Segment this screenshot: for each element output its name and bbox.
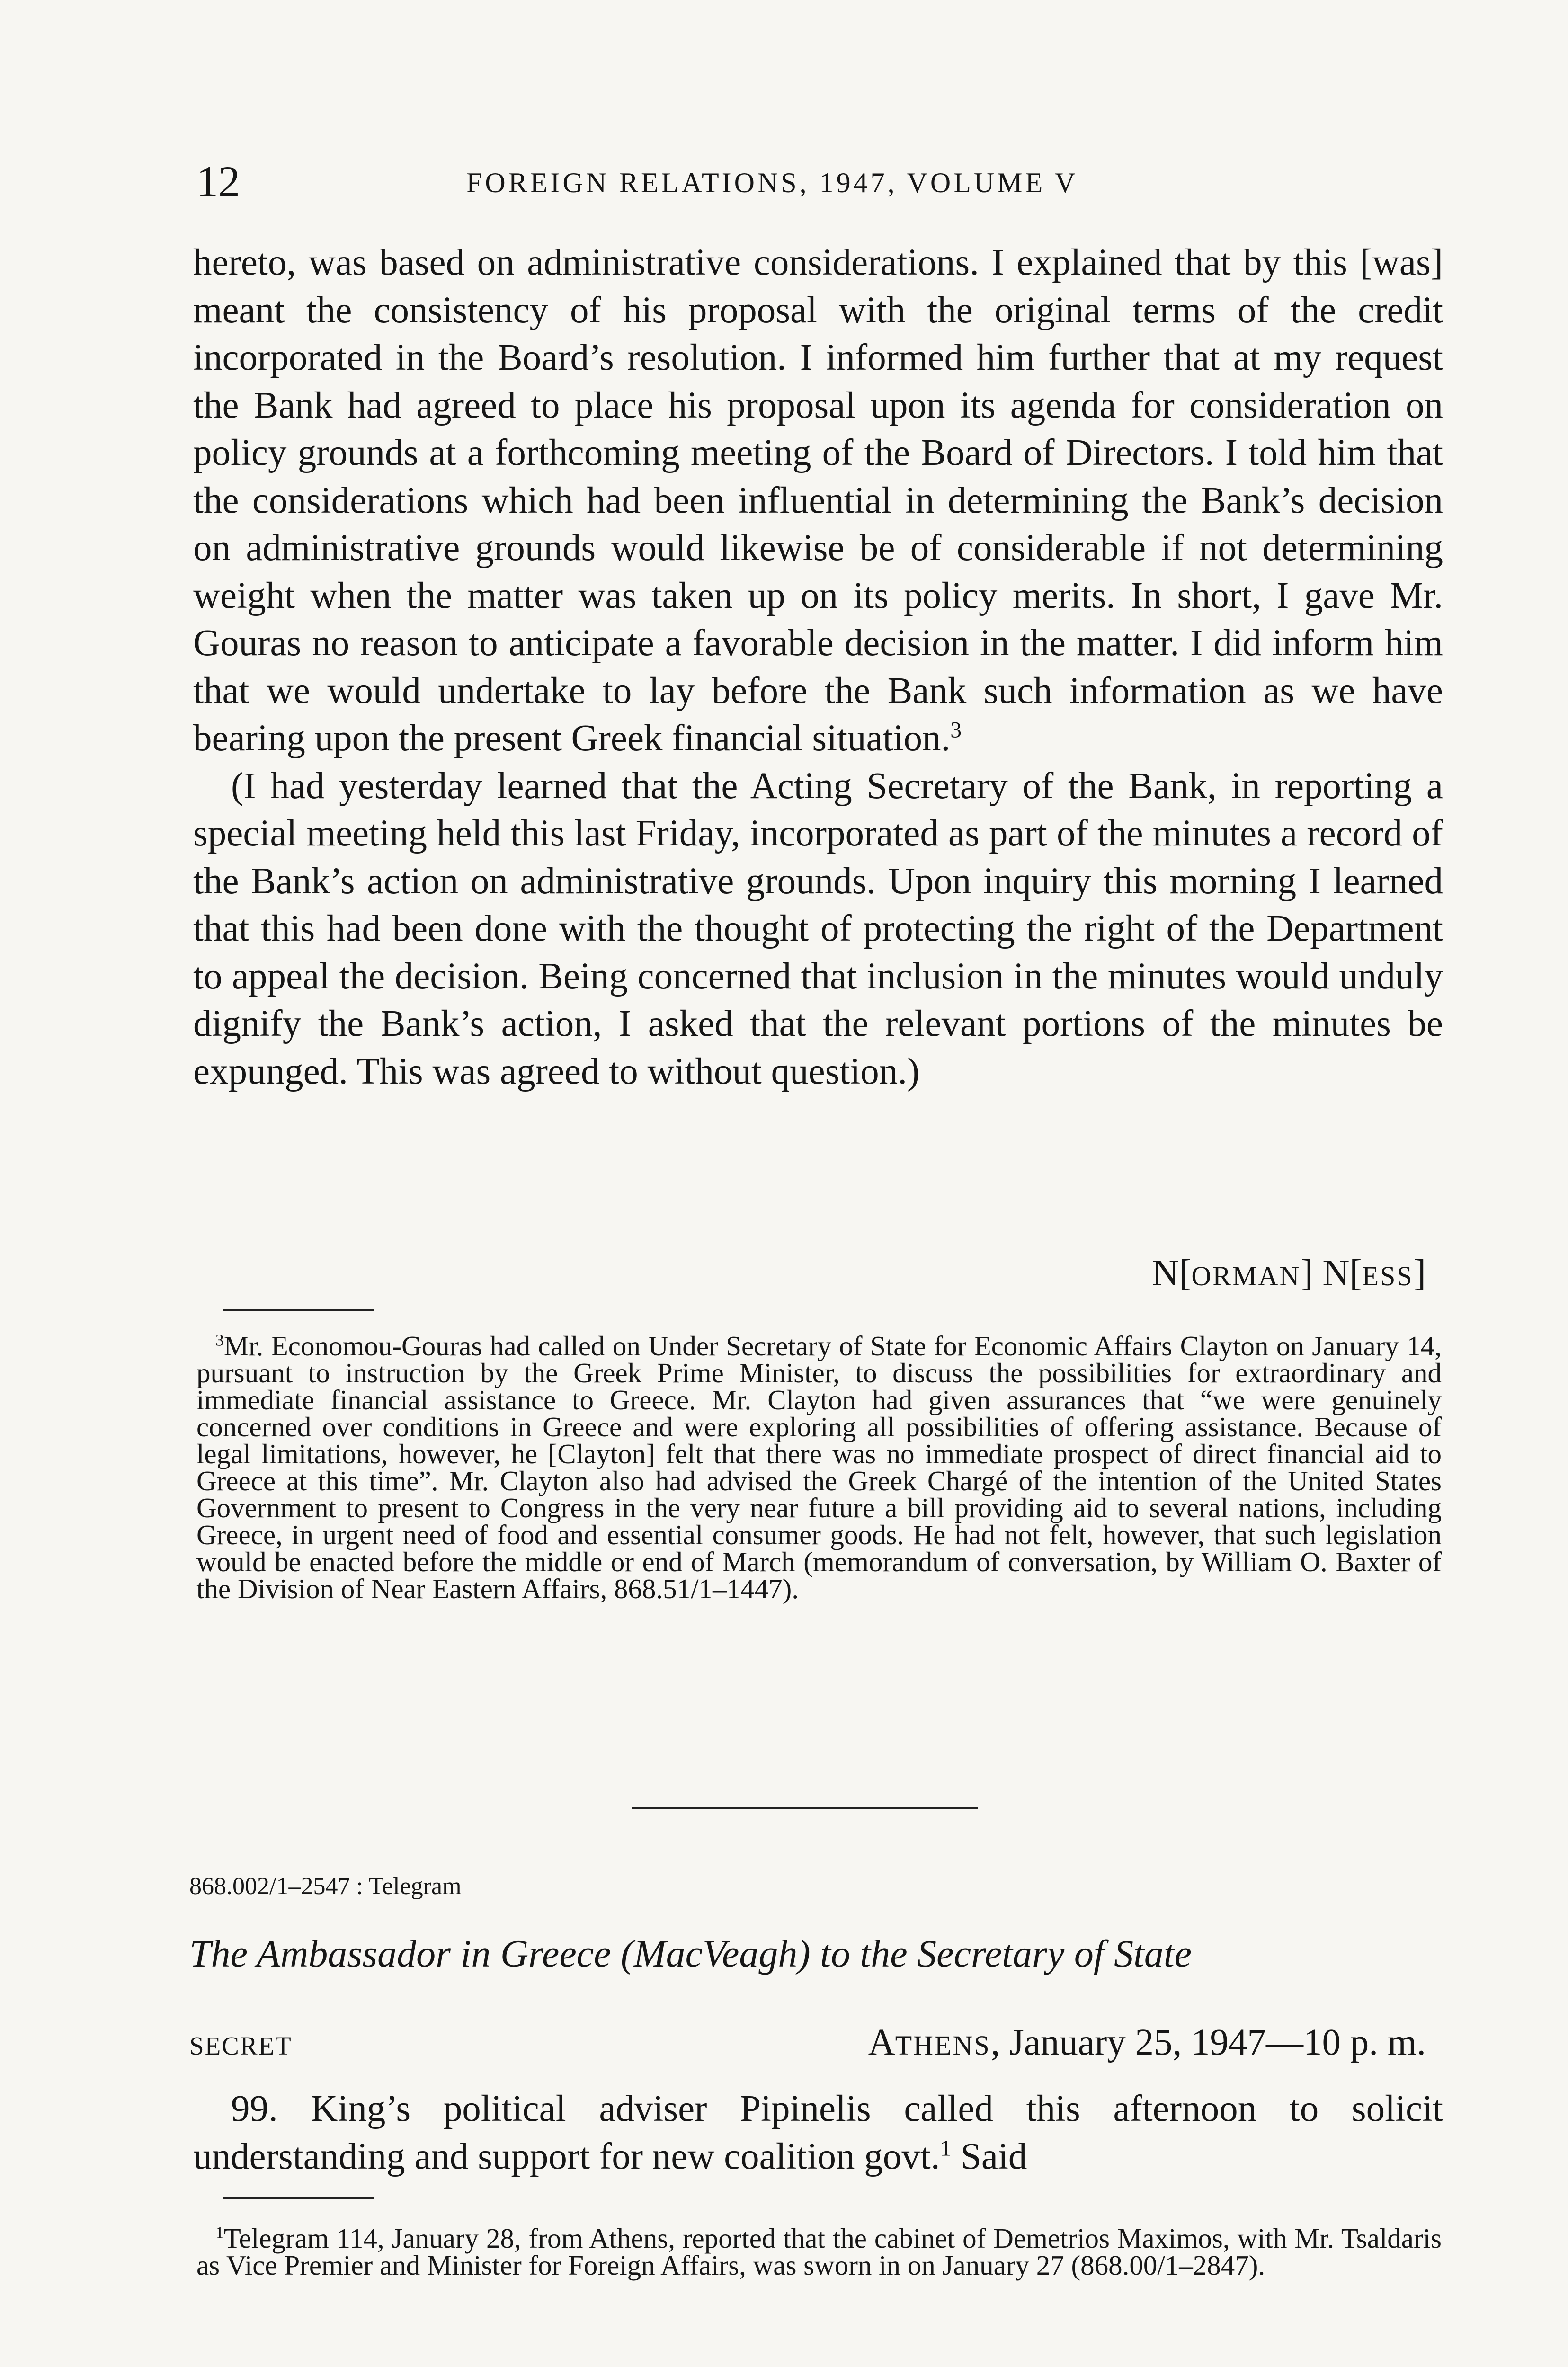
footnote — [196, 2225, 1442, 2279]
footnote — [196, 1330, 1442, 1604]
classification-label: SECRET — [189, 2031, 292, 2060]
footnote-mark: 3 — [215, 1330, 224, 1350]
document-id: 868.002/1–2547 : Telegram — [189, 1873, 462, 1900]
page-header — [196, 156, 1427, 208]
footnote-mark: 1 — [215, 2223, 224, 2242]
section-divider — [632, 1807, 978, 1809]
footnote-text: Telegram 114, January 28, from Athens, reported that the cabinet of Demetrios Maximos, with Mr. Tsaldaris as Vice Premier and Minister for Foreign Affairs, was sworn in on January 27 (868.00/1–2847). — [196, 2223, 1442, 2281]
footnote-rule — [223, 1309, 374, 1311]
page-number: 12 — [196, 157, 240, 205]
document-title: The Ambassador in Greece (MacVeagh) to the Secretary of State — [189, 1932, 1192, 1975]
footnote-rule — [223, 2197, 374, 2199]
footnote-text: Mr. Economou-Gouras had called on Under Secretary of State for Economic Affairs Clayton on January 14, pursuant to instruction by the Greek Prime Minister, to discuss the possibilities for extraordinary and immediate financial assistance to Greece. Mr. Clayton had given assurances that “we were genuinely concerned over conditions in Greece and were exploring all possibilities of offering assistance. Because of legal limitations, however, he [Clayton] felt that there was no immediate prospect of direct financial aid to Greece at this time”. Mr. Clayton also had advised the Greek Chargé of the intention of the United States Government to present to Congress in the very near future a bill providing aid to several nations, including Greece, in urgent need of food and essential consumer goods. He had not felt, however, that such legislation would be enacted before the middle or end of March (memorandum of conversation, by William O. Baxter of the Division of Near Eastern Affairs, 868.51/1–1447). — [196, 1330, 1442, 1604]
signature: N[ORMAN] N[ESS] — [1152, 1253, 1426, 1294]
footnote-reference: 1 — [940, 2136, 952, 2161]
telegram-paragraph: 99. King’s political adviser Pipinelis called this afternoon to solicit understanding and support for new coalition govt.$^1$ Said — [193, 2088, 1443, 2177]
running-title: FOREIGN RELATIONS, 1947, VOLUME V — [466, 167, 1078, 198]
body-paragraph: hereto, was based on administrative considerations. I explained that by this [was] meant the consistency of his proposal with the original terms of the credit incorporated in the Board’s resolution. I informed him further that at my request the Bank had agreed to place his proposal upon its agenda for consideration on policy grounds at a forthcoming meeting of the Board of Directors. I told him that the considerations which had been influential in determining the Bank’s decision on administrative grounds would likewise be of considerable if not determining weight when the matter was taken up on its policy merits. In short, I gave Mr. Gouras no reason to anticipate a favorable decision in the matter. I did inform him that we would undertake to lay before the Bank such information as we have bearing upon the present Greek financial situation.$^3$ — [193, 242, 1443, 759]
telegram-body — [193, 2085, 1443, 2180]
footnote-reference: 3 — [950, 718, 962, 743]
dateline: ATHENS, January 25, 1947—10 p. m. — [868, 2022, 1426, 2063]
body-paragraph: (I had yesterday learned that the Acting Secretary of the Bank, in reporting a special meeting held this last Friday, incorporated as part of the minutes a record of the Bank’s action on administrative grounds. Upon inquiry this morning I learned that this had been done with the thought of protecting the right of the Department to appeal the decision. Being concerned that inclusion in the minutes would unduly dignify the Bank’s action, I asked that the relevant portions of the minutes be expunged. This was agreed to without question.) — [193, 765, 1443, 1092]
body-text — [193, 239, 1443, 1095]
